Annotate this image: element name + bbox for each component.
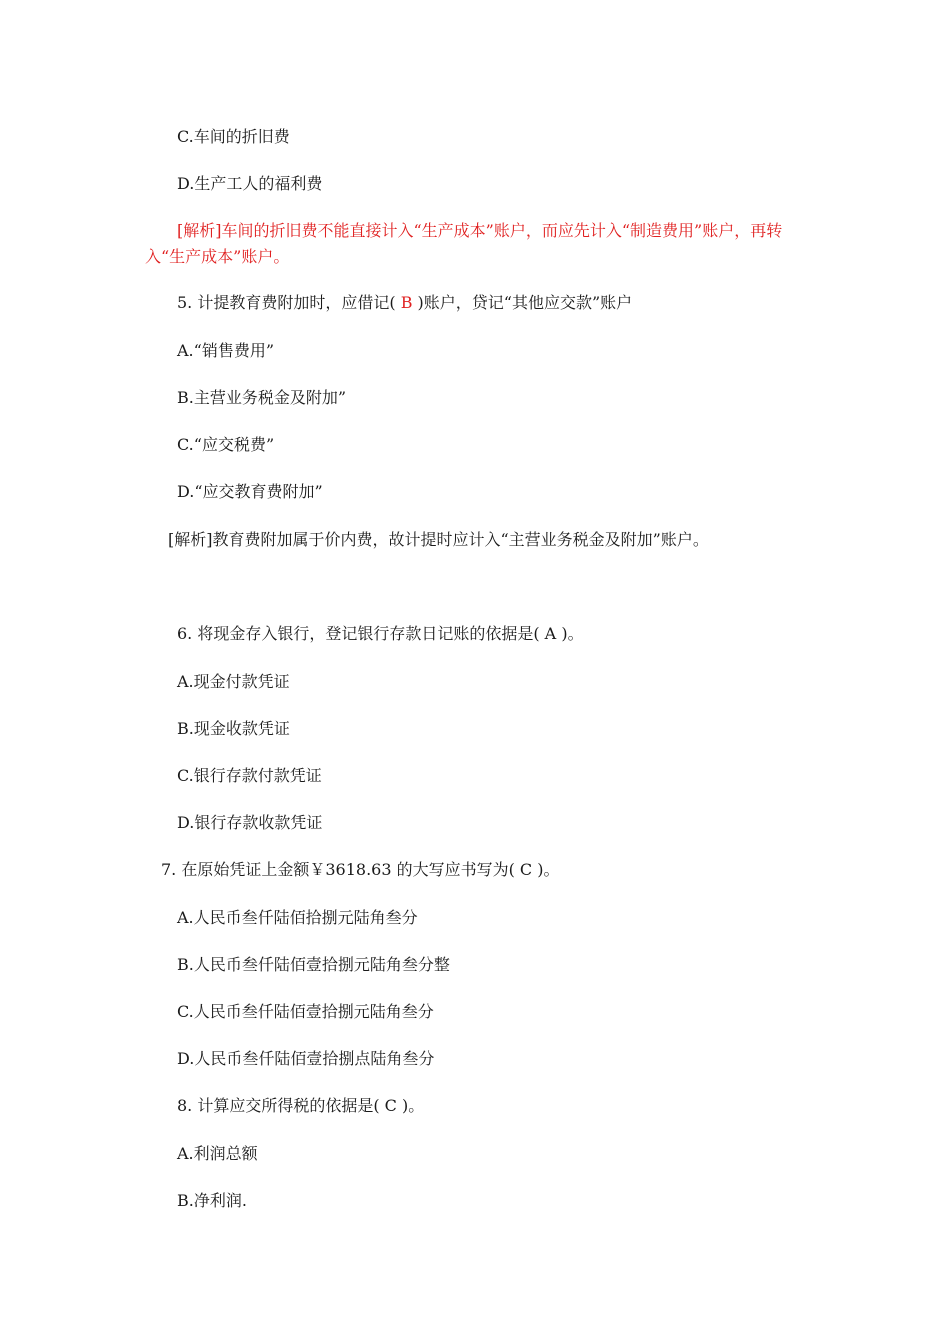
- q7-option-a: A.人民币叁仟陆佰拾捌元陆角叁分: [177, 908, 418, 927]
- q7-option-d: D.人民币叁仟陆佰壹拾捌点陆角叁分: [177, 1049, 435, 1068]
- q5-stem-before: 5. 计提教育费附加时，应借记(: [177, 293, 401, 312]
- q5-analysis: [解析]教育费附加属于价内费，故计提时应计入“主营业务税金及附加”账户。: [168, 530, 709, 549]
- q8-option-a: A.利润总额: [177, 1144, 258, 1163]
- q5-option-b: B.主营业务税金及附加”: [177, 388, 347, 407]
- q5-stem: [177, 291, 632, 315]
- q8-option-b: B.净利润.: [177, 1191, 247, 1210]
- q4-option-c: C.车间的折旧费: [177, 127, 290, 146]
- q6-option-b: B.现金收款凭证: [177, 719, 290, 738]
- q7-stem: 7. 在原始凭证上金额￥3618.63 的大写应书写为( C )。: [161, 860, 560, 879]
- q8-stem: 8. 计算应交所得税的依据是( C )。: [177, 1096, 425, 1115]
- q7-option-c: C.人民币叁仟陆佰壹拾捌元陆角叁分: [177, 1002, 434, 1021]
- q5-answer: B: [400, 293, 413, 312]
- q5-option-c: C.“应交税费”: [177, 435, 275, 454]
- q4-option-d: D.生产工人的福利费: [177, 174, 323, 193]
- q6-stem: 6. 将现金存入银行，登记银行存款日记账的依据是( A )。: [177, 624, 584, 643]
- q4-analysis: [解析]车间的折旧费不能直接计入“生产成本”账户，而应先计入“制造费用”账户，再转入“生产成本”账户。: [145, 221, 783, 266]
- q5-option-a: A.“销售费用”: [177, 341, 275, 360]
- q7-option-b: B.人民币叁仟陆佰壹拾捌元陆角叁分整: [177, 955, 450, 974]
- q6-option-a: A.现金付款凭证: [177, 672, 290, 691]
- q6-option-c: C.银行存款付款凭证: [177, 766, 322, 785]
- q5-option-d: D.“应交教育费附加”: [177, 482, 323, 501]
- q5-stem-after: )账户，贷记“其他应交款”账户: [412, 293, 633, 312]
- q6-option-d: D.银行存款收款凭证: [177, 813, 323, 832]
